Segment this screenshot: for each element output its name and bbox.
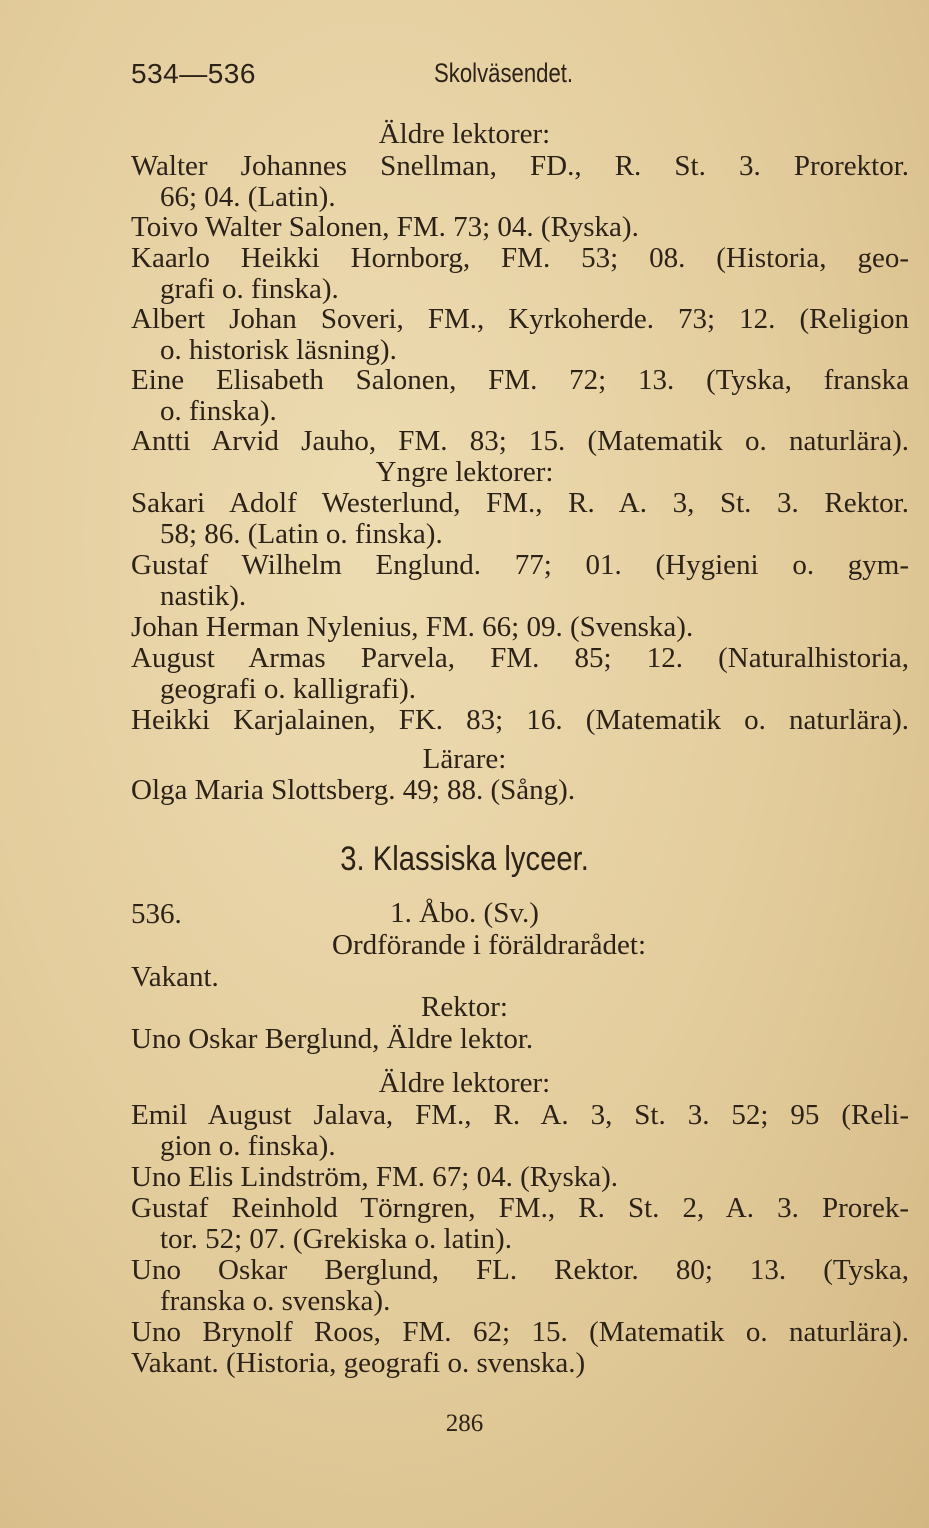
entry-number: 536.: [131, 898, 182, 930]
entry-line: Kaarlo Heikki Hornborg, FM. 53; 08. (Historia, geo-: [131, 242, 909, 274]
entry-line: tor. 52; 07. (Grekiska o. latin).: [160, 1223, 512, 1255]
entry-line: Heikki Karjalainen, FK. 83; 16. (Matematik o. naturlära).: [131, 704, 909, 736]
heading-rektor: Rektor:: [421, 991, 508, 1023]
heading-aldre-lektorer-2: Äldre lektorer:: [378, 1067, 551, 1099]
entry-line: o. finska).: [160, 395, 277, 427]
entry-line: Toivo Walter Salonen, FM. 73; 04. (Ryska).: [131, 211, 639, 243]
entry-line: Walter Johannes Snellman, FD., R. St. 3. Prorektor.: [131, 150, 909, 182]
entry-line: Eine Elisabeth Salonen, FM. 72; 13. (Tyska, franska: [131, 364, 909, 396]
heading-larare: Lärare:: [422, 743, 507, 775]
entry-line: Gustaf Reinhold Törngren, FM., R. St. 2, A. 3. Prorek-: [131, 1192, 909, 1224]
entry-line: nastik).: [160, 580, 247, 612]
entry-line: Uno Brynolf Roos, FM. 62; 15. (Matematik o. naturlära).: [131, 1316, 909, 1348]
page-number: 286: [445, 1410, 484, 1437]
entry-line: Gustaf Wilhelm Englund. 77; 01. (Hygieni o. gym-: [131, 549, 909, 581]
entry-line: grafi o. finska).: [160, 273, 339, 305]
entry-line: Sakari Adolf Westerlund, FM., R. A. 3, St. 3. Rektor.: [131, 487, 909, 519]
entry-line: Uno Elis Lindström, FM. 67; 04. (Ryska).: [131, 1161, 619, 1193]
entry-line: 58; 86. (Latin o. finska).: [160, 518, 443, 550]
ordforande-value: Vakant.: [131, 961, 219, 993]
section-title: [0, 840, 929, 879]
rektor-value: Uno Oskar Berglund, Äldre lektor.: [131, 1023, 534, 1055]
chapter-title: Skolväsendet.: [434, 58, 574, 88]
entry-line: Johan Herman Nylenius, FM. 66; 09. (Svenska).: [131, 611, 694, 643]
entry-line: 66; 04. (Latin).: [160, 181, 336, 213]
entry-line: Olga Maria Slottsberg. 49; 88. (Sång).: [131, 774, 576, 806]
running-head: [131, 58, 909, 94]
entry-line: Albert Johan Soveri, FM., Kyrkoherde. 73; 12. (Religion: [131, 303, 909, 335]
section-title-text: 3. Klassiska lyceer.: [340, 840, 589, 878]
page-range: 534—536: [131, 58, 256, 89]
entry-line: geografi o. kalligrafi).: [160, 673, 417, 705]
entry-line: o. historisk läsning).: [160, 334, 397, 366]
school-subtitle: 1. Åbo. (Sv.): [390, 897, 539, 929]
entry-line: Uno Oskar Berglund, FL. Rektor. 80; 13. (Tyska,: [131, 1254, 909, 1286]
entry-line: gion o. finska).: [160, 1130, 336, 1162]
entry-line: franska o. svenska).: [160, 1285, 391, 1317]
entry-line: Emil August Jalava, FM., R. A. 3, St. 3. 52; 95 (Reli-: [131, 1099, 909, 1131]
entry-line: Antti Arvid Jauho, FM. 83; 15. (Matematik o. naturlära).: [131, 425, 909, 457]
entry-line: Vakant. (Historia, geografi o. svenska.): [131, 1347, 586, 1379]
heading-aldre-lektorer: Äldre lektorer:: [378, 118, 551, 150]
heading-ordforande: Ordförande i föräldrarådet:: [332, 929, 647, 961]
entry-line: August Armas Parvela, FM. 85; 12. (Naturalhistoria,: [131, 642, 909, 674]
heading-yngre-lektorer: Yngre lektorer:: [375, 456, 554, 488]
